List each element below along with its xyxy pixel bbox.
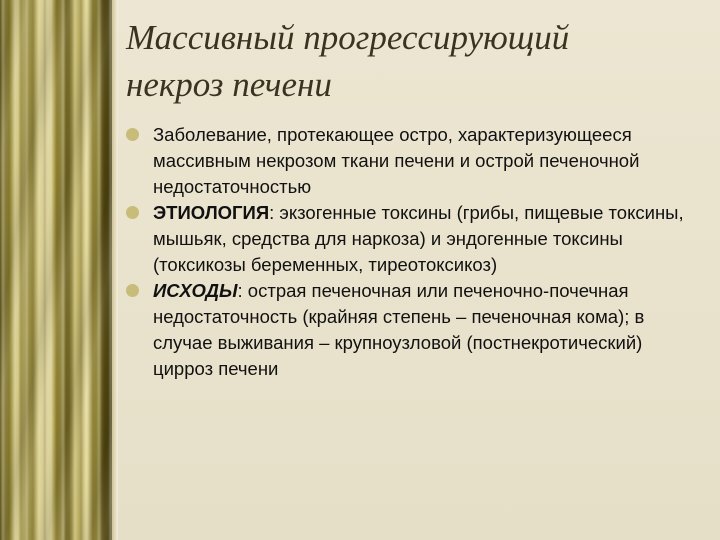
bullet-dot-icon — [126, 206, 139, 219]
bullet-item-outcomes — [126, 278, 706, 382]
bullet-text: : острая печеночная или печеночно-почечная недостаточность (крайняя степень – печеночная кома); в случае выживания – крупноузловой (постнекротический) цирроз печени — [153, 280, 645, 379]
slide-title — [126, 14, 696, 108]
bullet-lead: ЭТИОЛОГИЯ — [153, 202, 270, 223]
bullet-list — [126, 122, 706, 382]
bullet-text: Заболевание, протекающее остро, характеризующееся массивным некрозом ткани печени и острой печеночной недостаточностью — [153, 124, 640, 197]
bullet-dot-icon — [126, 284, 139, 297]
bullet-item-etiology — [126, 200, 706, 278]
bullet-dot-icon — [126, 128, 139, 141]
slide-title-line2: некроз печени — [126, 65, 332, 104]
bullet-lead: ИСХОДЫ — [153, 280, 238, 301]
decorative-gold-band — [0, 0, 112, 540]
bullet-text: : экзогенные токсины (грибы, пищевые токсины, мышьяк, средства для наркоза) и эндогенные токсины (токсикозы беременных, тиреотоксикоз) — [153, 202, 684, 275]
bullet-item-definition — [126, 122, 706, 200]
slide-title-line1: Массивный прогрессирующий — [126, 18, 570, 57]
